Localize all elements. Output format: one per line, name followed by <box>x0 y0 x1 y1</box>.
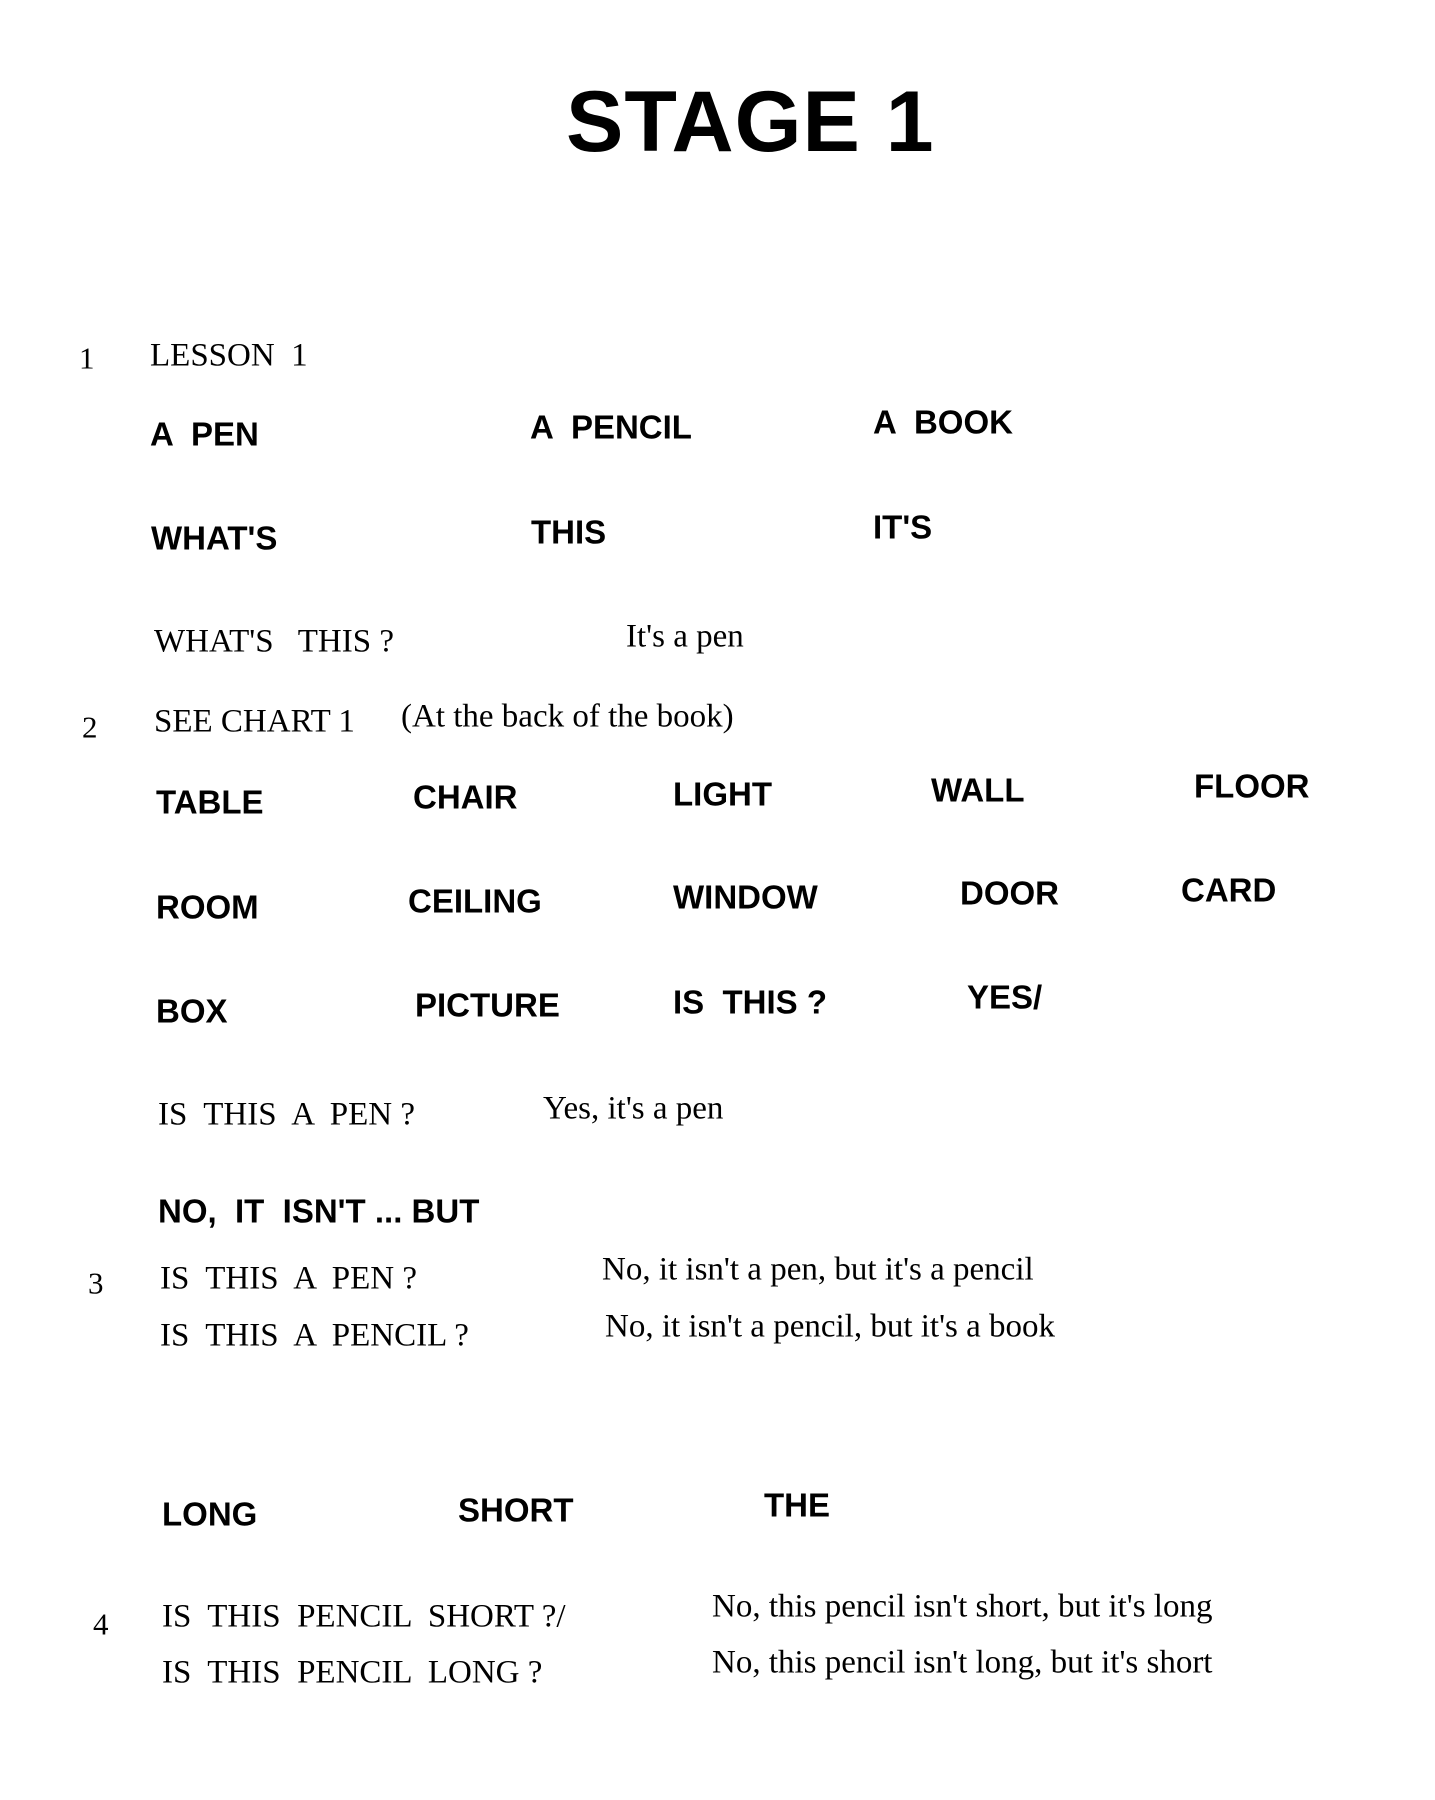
vocab-word: TABLE <box>156 783 264 821</box>
pattern-heading: NO, IT ISN'T ... BUT <box>158 1192 480 1230</box>
question: IS THIS A PEN ? <box>158 1096 416 1133</box>
vocab-word: A PEN <box>150 415 259 453</box>
question: IS THIS PENCIL SHORT ?/ <box>162 1598 566 1635</box>
vocab-word: SHORT <box>458 1491 574 1529</box>
page-title: STAGE 1 <box>566 74 935 170</box>
vocab-word: ROOM <box>156 888 259 926</box>
section-heading: SEE CHART 1 <box>154 703 355 740</box>
section-note: (At the back of the book) <box>401 698 734 735</box>
vocab-word: CHAIR <box>413 778 518 816</box>
vocab-word: IT'S <box>873 508 933 546</box>
answer: No, it isn't a pen, but it's a pencil <box>602 1251 1034 1288</box>
question: IS THIS A PEN ? <box>160 1260 418 1297</box>
section-number: 4 <box>93 1606 109 1642</box>
vocab-word: YES/ <box>967 978 1043 1016</box>
vocab-word: FLOOR <box>1194 767 1310 805</box>
answer: No, it isn't a pencil, but it's a book <box>605 1308 1056 1345</box>
vocab-word: A BOOK <box>873 403 1013 441</box>
section-number: 1 <box>79 340 95 376</box>
vocab-word: DOOR <box>960 874 1059 912</box>
vocab-word: CEILING <box>408 882 542 920</box>
section-number: 2 <box>82 709 98 745</box>
answer: No, this pencil isn't long, but it's short <box>712 1644 1213 1681</box>
vocab-word: CARD <box>1181 871 1277 909</box>
vocab-word: LIGHT <box>673 775 772 813</box>
vocab-word: A PENCIL <box>530 408 692 446</box>
vocab-word: WHAT'S <box>151 519 278 557</box>
lesson-heading: LESSON 1 <box>150 337 308 374</box>
vocab-word: THE <box>764 1486 830 1524</box>
vocab-word: BOX <box>156 992 228 1030</box>
answer: No, this pencil isn't short, but it's long <box>712 1588 1213 1625</box>
question: IS THIS PENCIL LONG ? <box>162 1654 543 1691</box>
vocab-word: LONG <box>162 1495 258 1533</box>
vocab-word: WALL <box>931 771 1025 809</box>
answer: It's a pen <box>626 618 744 655</box>
question: WHAT'S THIS ? <box>154 623 394 660</box>
vocab-word: THIS <box>531 513 607 551</box>
vocab-word: IS THIS ? <box>673 983 828 1021</box>
vocab-word: PICTURE <box>415 986 560 1024</box>
question: IS THIS A PENCIL ? <box>160 1317 469 1354</box>
vocab-word: WINDOW <box>673 878 818 916</box>
answer: Yes, it's a pen <box>543 1090 724 1127</box>
section-number: 3 <box>88 1265 104 1301</box>
